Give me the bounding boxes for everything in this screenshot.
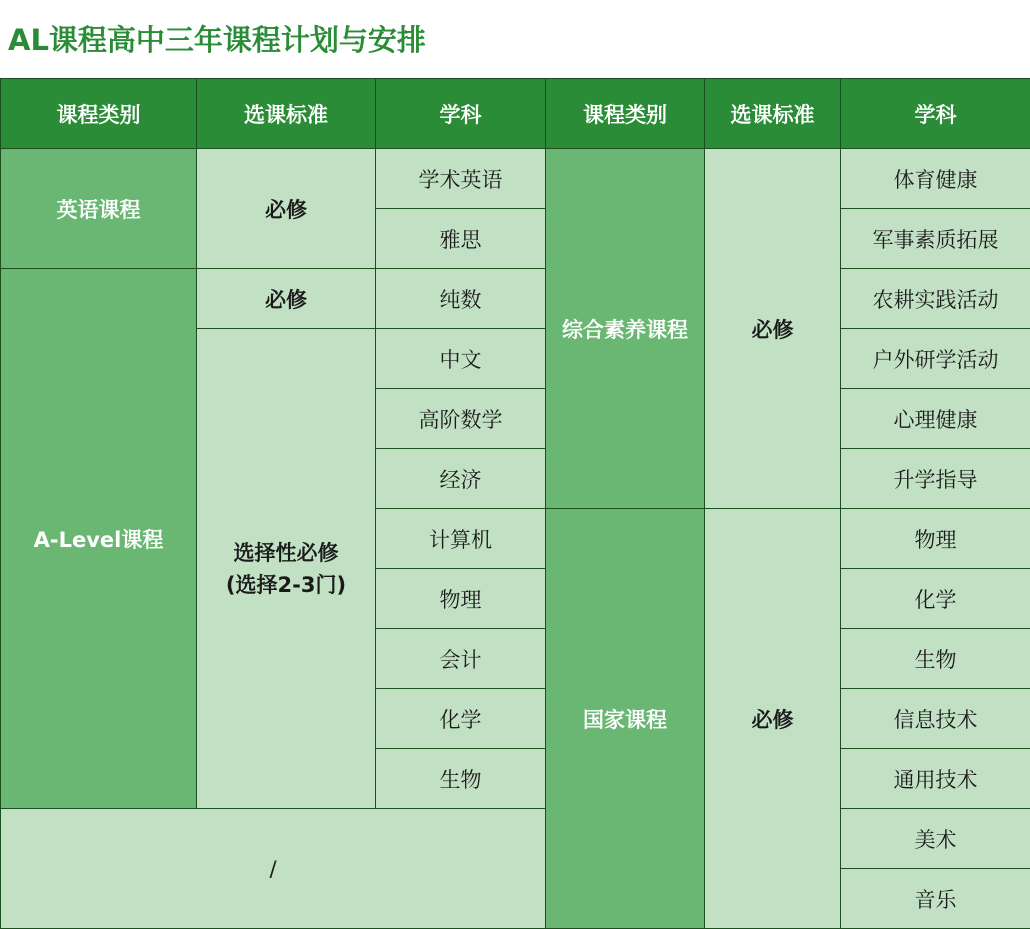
left-subject-cell: 化学: [376, 689, 546, 749]
elective-standard-line1: 选择性必修: [233, 540, 339, 565]
english-category-cell: 英语课程: [1, 149, 197, 269]
header-row: [1, 79, 1030, 149]
comprehensive-standard-cell: 必修: [705, 149, 841, 509]
right-subject-cell: 体育健康: [841, 149, 1030, 209]
national-category-cell: 国家课程: [546, 509, 705, 929]
left-subject-cell: 学术英语: [376, 149, 546, 209]
page-title: AL课程高中三年课程计划与安排: [8, 23, 426, 57]
right-subject-cell: 物理: [841, 509, 1030, 569]
left-subject-cell: 雅思: [376, 209, 546, 269]
english-standard-cell: 必修: [197, 149, 376, 269]
comprehensive-category-cell: 综合素养课程: [546, 149, 705, 509]
header-subject-left: 学科: [376, 79, 546, 149]
alevel-required-standard-cell: 必修: [197, 269, 376, 329]
national-standard-cell: 必修: [705, 509, 841, 929]
left-subject-cell: 经济: [376, 449, 546, 509]
right-subject-cell: 信息技术: [841, 689, 1030, 749]
right-subject-cell: 化学: [841, 569, 1030, 629]
right-subject-cell: 升学指导: [841, 449, 1030, 509]
right-subject-cell: 心理健康: [841, 389, 1030, 449]
right-subject-cell: 军事素质拓展: [841, 209, 1030, 269]
right-subject-cell: 生物: [841, 629, 1030, 689]
left-subject-cell: 计算机: [376, 509, 546, 569]
alevel-elective-standard-cell: [197, 329, 376, 809]
title-bar: [0, 0, 1030, 79]
course-plan-table: [0, 78, 1030, 929]
left-subject-cell: 会计: [376, 629, 546, 689]
elective-standard-line2: (选择2-3门): [225, 572, 347, 597]
empty-cell: /: [1, 809, 546, 929]
header-standard-right: 选课标准: [705, 79, 841, 149]
right-subject-cell: 农耕实践活动: [841, 269, 1030, 329]
table-row: [1, 269, 1030, 329]
left-subject-cell: 纯数: [376, 269, 546, 329]
alevel-category-cell: A-Level课程: [1, 269, 197, 809]
right-subject-cell: 通用技术: [841, 749, 1030, 809]
right-subject-cell: 音乐: [841, 869, 1030, 929]
right-subject-cell: 户外研学活动: [841, 329, 1030, 389]
left-subject-cell: 中文: [376, 329, 546, 389]
header-category-left: 课程类别: [1, 79, 197, 149]
table-row: [1, 809, 1030, 869]
header-standard-left: 选课标准: [197, 79, 376, 149]
right-subject-cell: 美术: [841, 809, 1030, 869]
header-category-right: 课程类别: [546, 79, 705, 149]
left-subject-cell: 生物: [376, 749, 546, 809]
left-subject-cell: 高阶数学: [376, 389, 546, 449]
header-subject-right: 学科: [841, 79, 1030, 149]
table-row: [1, 149, 1030, 209]
left-subject-cell: 物理: [376, 569, 546, 629]
